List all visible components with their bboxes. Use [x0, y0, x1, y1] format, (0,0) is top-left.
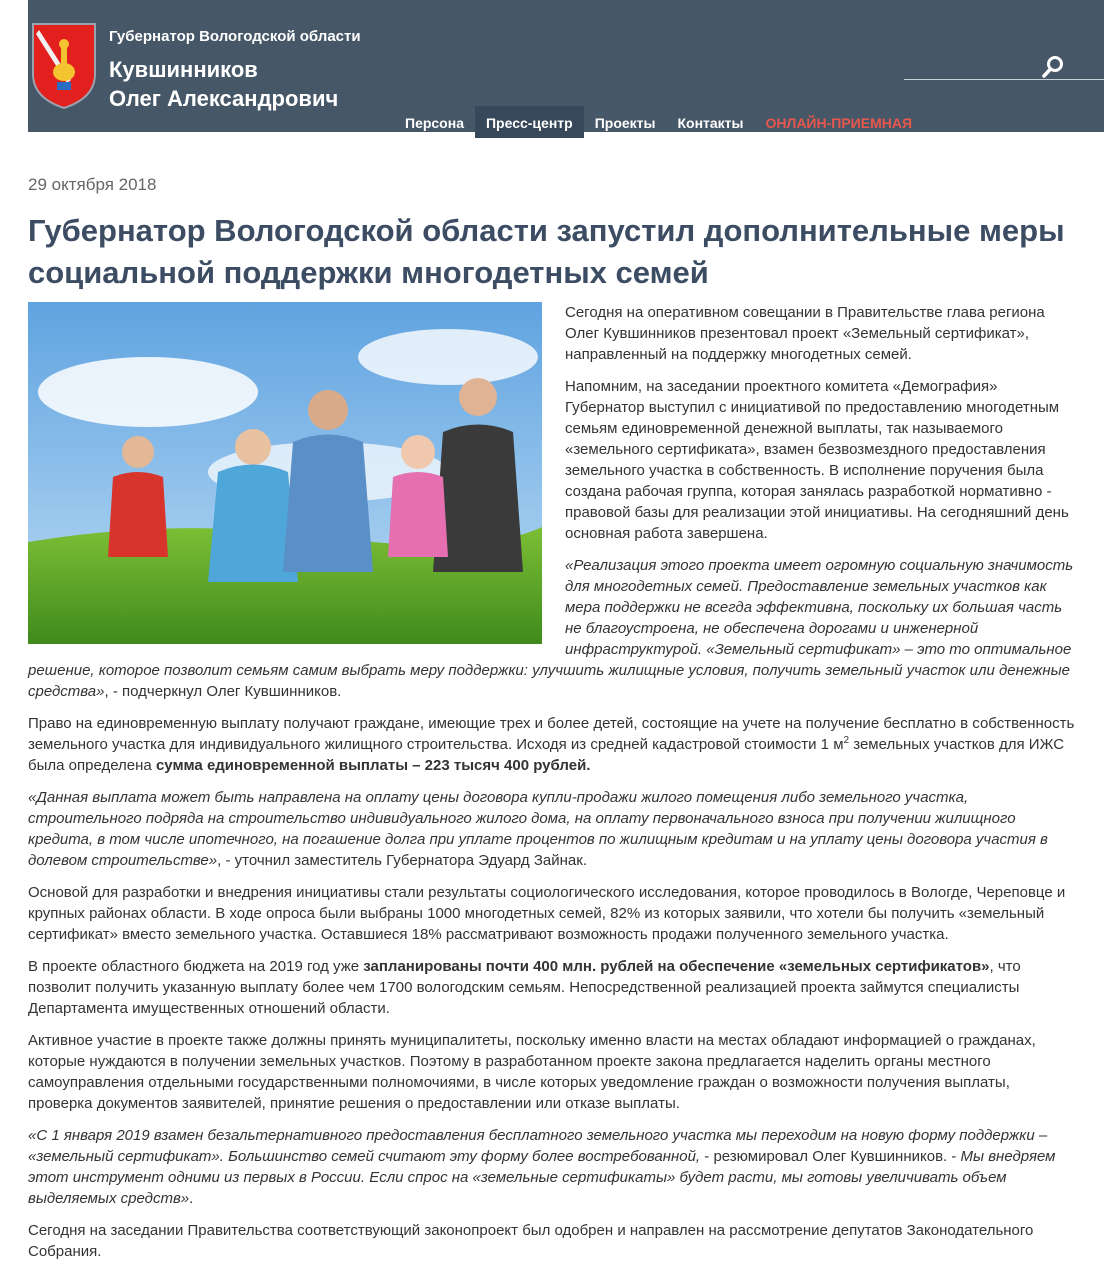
- quote-attribution: , - подчеркнул Олег Кувшинников.: [104, 683, 342, 700]
- header-title: Губернатор Вологодской области: [109, 28, 361, 45]
- quote-attribution: - резюмировал Олег Кувшинников. -: [700, 1148, 961, 1165]
- family-photo: [28, 302, 542, 644]
- quote-text: «Реализация этого проекта имеет огромную социальную значимость для многодетных семей. Предоставление земельных участков как мера поддержки не всегда эффективна, поскольку их большая часть не благоустроена, не обеспечена дорогами и инженерной инфраструктурой. «Земельный сертификат» – это то оптимальное решение, которое позволит семьям самим выбрать меру поддержки: улучшить жилищные условия, получить земельный участок или денежные средства»: [28, 557, 1074, 700]
- quote-paragraph: [28, 787, 1078, 871]
- article-headline: Губернатор Вологодской области запустил дополнительные меры социальной поддержки многодетных семей: [28, 213, 1065, 290]
- nav-item-online-reception[interactable]: ОНЛАЙН-ПРИЕМНАЯ: [765, 115, 913, 131]
- text-span: .: [189, 1190, 194, 1207]
- bold-text: запланированы почти 400 млн. рублей на обеспечение «земельных сертификатов»: [363, 958, 990, 975]
- nav-item-contacts[interactable]: Контакты: [677, 115, 744, 131]
- text-span: земельных участков для ИЖС была определена: [28, 736, 1065, 774]
- text-span: , что позволит получить указанную выплату более чем 1700 вологодским семьям. Непосредственной реализацией проекта займутся специалисты Департамента имущественных отношений области.: [28, 958, 1021, 1017]
- quote-text: «С 1 января 2019 взамен безальтернативного предоставления бесплатного земельного участка мы переходим на новую форму поддержки – «земельный сертификат». Большинство семей считают эту форму более востребованной,: [28, 1127, 1048, 1165]
- quote-paragraph: [28, 1125, 1078, 1209]
- paragraph: Основой для разработки и внедрения инициативы стали результаты социологического исследования, которое проводилось в Вологде, Череповце и крупных районах области. В ходе опроса были выбраны 1000 многодетных семей, 82% из которых заявили, что хотели бы получить «земельный сертификат» вместо земельного участка. Оставшиеся 18% рассматривают возможность продажи полученного земельного участка.: [28, 884, 1066, 943]
- paragraph: Активное участие в проекте также должны принять муниципалитеты, поскольку именно власти на местах обладают информацией о гражданах, которые нуждаются в получении земельных участков. Поэтому в разработанном проекте закона предлагается наделить органы местного самоуправления отдельными государственными полномочиями, в числе которых уведомление граждан о возможности получения выплаты, проверка документов заявителей, принятие решения о предоставлении или отказе выплаты.: [28, 1032, 1036, 1112]
- bold-text: сумма единовременной выплаты – 223 тысяч 400 рублей.: [155, 757, 591, 774]
- nav-item-press-center[interactable]: Пресс-центр: [475, 106, 584, 138]
- nav-item-persona[interactable]: Персона: [405, 115, 464, 131]
- text-span: В проекте областного бюджета на 2019 год уже: [28, 958, 364, 975]
- paragraph: [28, 956, 1078, 1019]
- superscript: 2: [843, 735, 850, 746]
- paragraph: Сегодня на заседании Правительства соответствующий законопроект был одобрен и направлен на рассмотрение депутатов Законодательного Собрания.: [28, 1222, 1034, 1260]
- quote-attribution: , - уточнил заместитель Губернатора Эдуард Зайнак.: [217, 852, 587, 869]
- paragraph: [28, 713, 1078, 776]
- article-body: [28, 302, 1078, 1273]
- governor-name[interactable]: [109, 55, 338, 113]
- paragraph: Сегодня на оперативном совещании в Правительстве глава региона Олег Кувшинников презентовал проект «Земельный сертификат», направленный на поддержку многодетных семей.: [565, 304, 1045, 363]
- quote-text: Мы внедряем этот инструмент одними из первых в России. Если спрос на «земельные сертификаты» будет расти, мы готовы увеличивать объем выделяемых средств»: [28, 1148, 1056, 1207]
- search-input[interactable]: [904, 79, 1104, 80]
- quote-text: «Данная выплата может быть направлена на оплату цены договора купли-продажи жилого помещения либо земельного участка, строительного подряда на строительство индивидуального жилого дома, на оплату первоначального взноса при получении жилищного кредита, в том числе ипотечного, на погашение долга при уплате процентов по жилищным кредитам и на уплату цены договора участия в долевом строительстве»: [28, 789, 1048, 869]
- coat-of-arms-icon[interactable]: [31, 22, 97, 110]
- governor-surname: Кувшинников: [109, 57, 258, 82]
- text-span: Право на единовременную выплату получают граждане, имеющие трех и более детей, состоящие на учете на получение бесплатно в собственность земельного участка для индивидуального жилищного строительства. Исходя из средней кадастровой стоимости 1 м: [28, 715, 1075, 753]
- article-date: 29 октября 2018: [28, 175, 157, 194]
- paragraph: Напомним, на заседании проектного комитета «Демография» Губернатор выступил с инициативой по предоставлению многодетным семьям единовременной денежной выплаты, так называемого «земельного сертификата», взамен безвозмездного предоставления земельного участка в собственность. В исполнение поручения была создана рабочая группа, которая занялась разработкой нормативно - правовой базы для реализации этой инициативы. На сегодняшний день основная работа завершена.: [565, 378, 1069, 542]
- governor-firstname: Олег Александрович: [109, 86, 339, 111]
- nav-item-projects[interactable]: Проекты: [594, 115, 656, 131]
- search-icon[interactable]: [1040, 54, 1066, 80]
- main-nav: [394, 106, 923, 132]
